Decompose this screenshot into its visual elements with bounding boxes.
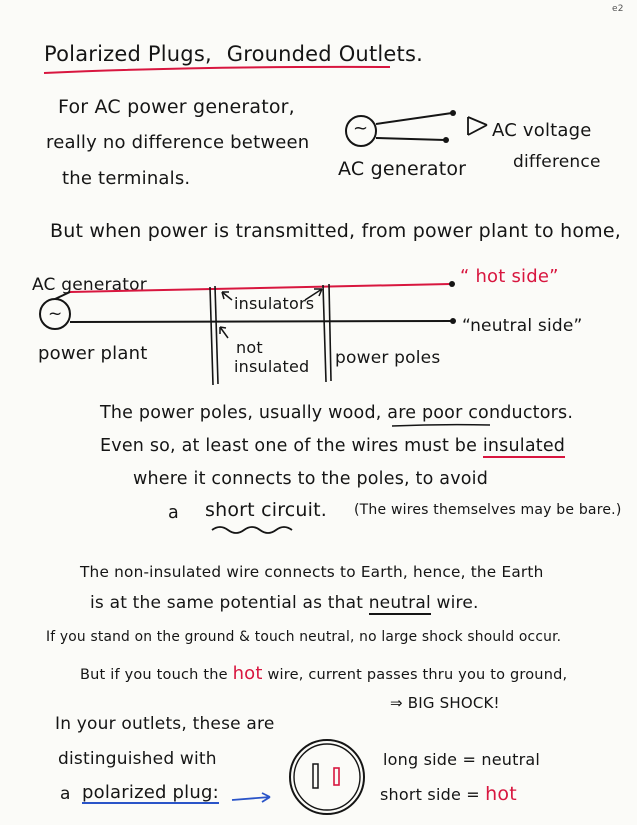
generator-symbol: ~ bbox=[353, 118, 369, 139]
voltage-label-1: AC voltage bbox=[492, 120, 592, 141]
short-side-hot: hot bbox=[485, 783, 517, 805]
earth-line-2c: wire. bbox=[430, 593, 479, 613]
short-circuit: short circuit. bbox=[205, 499, 328, 521]
big-shock: ⇒ BIG SHOCK! bbox=[390, 694, 500, 712]
voltage-label-2: difference bbox=[513, 152, 601, 172]
pole-1-right bbox=[215, 286, 218, 384]
hot-wire-end-dot bbox=[449, 281, 455, 287]
long-side-label: long side = neutral bbox=[383, 750, 541, 769]
page-number: e2 bbox=[612, 4, 624, 14]
poles-line-2a: Even so, at least one of the wires must be bbox=[100, 436, 483, 456]
pole-2-left bbox=[323, 285, 326, 382]
power-poles-label: power poles bbox=[335, 348, 441, 368]
transmission-line: But when power is transmitted, from power plant to home, bbox=[50, 220, 622, 242]
terminal-dot-2 bbox=[443, 137, 449, 143]
hot-side-label: “ hot side” bbox=[460, 266, 559, 287]
poor-conductors-underline bbox=[392, 425, 490, 426]
polarized-plug: polarized plug: bbox=[82, 782, 219, 803]
outlets-line-3a: a bbox=[60, 784, 71, 804]
title-underline bbox=[44, 67, 390, 73]
not-insulated-label-1: not bbox=[236, 338, 263, 357]
intro-line-1: For AC power generator, bbox=[58, 96, 295, 118]
insulator-arrow-left bbox=[222, 292, 232, 300]
neutral-wire bbox=[70, 321, 452, 322]
hot-slot-short bbox=[334, 768, 339, 785]
neutral-word: neutral bbox=[368, 593, 431, 613]
outlets-line-2: distinguished with bbox=[58, 749, 217, 769]
pole-1-left bbox=[210, 287, 213, 385]
insulators-label: insulators bbox=[234, 294, 315, 313]
neutral-slot-long bbox=[313, 764, 318, 788]
outlet-circle-icon bbox=[290, 740, 364, 814]
short-side-prefix: short side = bbox=[380, 785, 486, 804]
earth-line-1: The non-insulated wire connects to Earth, hence, the Earth bbox=[80, 563, 544, 581]
intro-line-2: really no difference between bbox=[46, 132, 310, 153]
outlet-inner-circle bbox=[294, 744, 360, 810]
plug-arrow-icon bbox=[232, 793, 270, 802]
hot-wire bbox=[70, 284, 450, 292]
hot-wire-stub bbox=[55, 292, 70, 299]
short-circuit-squiggle bbox=[212, 527, 292, 533]
neutral-wire-end-dot bbox=[450, 318, 456, 324]
shock-line-2a: But if you touch the bbox=[80, 667, 233, 683]
line-generator-label: AC generator bbox=[32, 275, 147, 295]
hot-word: hot bbox=[232, 663, 263, 684]
intro-line-3: the terminals. bbox=[62, 168, 191, 189]
title-part-1: Polarized Plugs, bbox=[44, 42, 212, 66]
poor-conductors: poor conductors. bbox=[421, 403, 574, 423]
terminal-dot-1 bbox=[450, 110, 456, 116]
plant-generator-circle-icon bbox=[40, 299, 70, 329]
not-insulated-label-2: insulated bbox=[234, 357, 310, 376]
shock-line-1: If you stand on the ground & touch neutral, no large shock should occur. bbox=[46, 629, 562, 645]
poles-line-4c: (The wires themselves may be bare.) bbox=[354, 502, 622, 518]
pole-2-right bbox=[329, 284, 331, 381]
generator-caption: AC generator bbox=[338, 158, 467, 180]
line-generator-symbol: ~ bbox=[48, 304, 63, 324]
generator-terminal-wire-1 bbox=[376, 113, 452, 124]
outlets-line-1: In your outlets, these are bbox=[55, 714, 275, 734]
voltage-arrow-icon bbox=[468, 117, 487, 135]
not-insulated-arrow bbox=[220, 327, 228, 338]
generator-circle-icon bbox=[346, 116, 376, 146]
power-plant-label: power plant bbox=[38, 343, 148, 364]
earth-line-2a: is at the same potential as that bbox=[90, 593, 369, 613]
shock-line-2c: wire, current passes thru you to ground, bbox=[262, 667, 568, 683]
insulated-word: insulated bbox=[482, 436, 566, 456]
poles-line-1a: The power poles, usually wood, are bbox=[100, 403, 422, 423]
poles-line-4a: a bbox=[168, 503, 179, 523]
neutral-side-label: “neutral side” bbox=[462, 316, 583, 336]
title-part-2: Grounded Outlets. bbox=[226, 42, 423, 66]
generator-terminal-wire-2 bbox=[376, 138, 445, 140]
poles-line-3: where it connects to the poles, to avoid bbox=[133, 469, 489, 489]
insulator-arrow-right bbox=[305, 289, 322, 300]
